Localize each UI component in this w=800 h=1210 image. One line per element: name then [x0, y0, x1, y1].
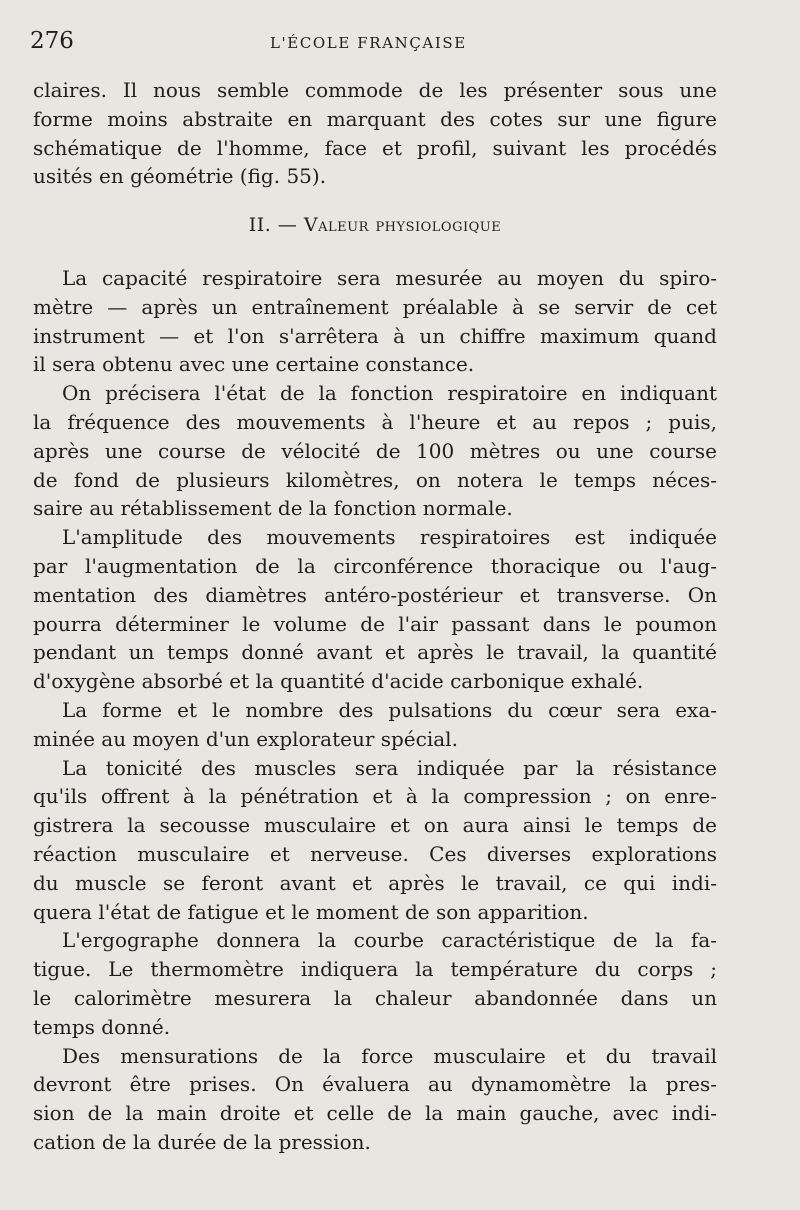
- paragraph: [33, 1042, 717, 1157]
- text-line: tigue. Le thermomètre indiquera la température du corps ;: [33, 957, 717, 982]
- paragraph-list: [33, 264, 717, 1157]
- text-line: pourra déterminer le volume de l'air passant dans le poumon: [33, 611, 717, 636]
- text-line: saire au rétablissement de la fonction normale.: [33, 496, 513, 521]
- section-heading: [33, 211, 717, 240]
- text-line: pendant un temps donné avant et après le travail, la quantité: [33, 640, 717, 665]
- page-header: [30, 28, 775, 62]
- text-line: la fréquence des mouvements à l'heure et au repos ; puis,: [33, 409, 717, 434]
- text-line: temps donné.: [33, 1014, 171, 1039]
- text-line: mentation des diamètres antéro-postérieur et transverse. On: [33, 582, 717, 607]
- text-line: instrument — et l'on s'arrêtera à un chiffre maximum quand: [33, 323, 717, 348]
- paragraph: [33, 264, 717, 379]
- running-title: L'ÉCOLE FRANÇAISE: [270, 34, 467, 52]
- page-body: [33, 76, 717, 1157]
- text-line: qu'ils offrent à la pénétration et à la compression ; on enre-: [33, 784, 717, 809]
- text-line: de fond de plusieurs kilomètres, on notera le temps néces-: [33, 467, 717, 492]
- text-line: La tonicité des muscles sera indiquée par la résistance: [62, 755, 717, 780]
- text-line: La forme et le nombre des pulsations du cœur sera exa-: [62, 697, 717, 722]
- text-line: forme moins abstraite en marquant des cotes sur une figure: [33, 106, 717, 131]
- paragraph: [33, 754, 717, 927]
- text-line: gistrera la secousse musculaire et on aura ainsi le temps de: [33, 813, 717, 838]
- text-line: sion de la main droite et celle de la main gauche, avec indi-: [33, 1101, 717, 1126]
- paragraph: [33, 926, 717, 1041]
- text-line: claires. Il nous semble commode de les présenter sous une: [33, 78, 717, 102]
- text-line: usités en géométrie (fig. 55).: [33, 164, 327, 189]
- text-line: On précisera l'état de la fonction respiratoire en indiquant: [62, 381, 717, 406]
- text-line: après une course de vélocité de 100 mètres ou une course: [33, 438, 717, 463]
- text-line: minée au moyen d'un explorateur spécial.: [33, 726, 458, 751]
- text-line: Des mensurations de la force musculaire et du travail: [62, 1043, 717, 1068]
- text-line: réaction musculaire et nerveuse. Ces diverses explorations: [33, 841, 717, 866]
- text-line: devront être prises. On évaluera au dynamomètre la pres-: [33, 1072, 717, 1097]
- section-title: Valeur physiologique: [303, 214, 502, 237]
- text-line: quera l'état de fatigue et le moment de son apparition.: [33, 899, 589, 924]
- text-line: schématique de l'homme, face et profil, suivant les procédés: [33, 135, 717, 160]
- text-line: mètre — après un entraînement préalable à se servir de cet: [33, 294, 717, 319]
- paragraph: [33, 523, 717, 696]
- text-line: par l'augmentation de la circonférence thoracique ou l'aug-: [33, 553, 717, 578]
- text-line: le calorimètre mesurera la chaleur abandonnée dans un: [33, 985, 717, 1010]
- paragraph: [33, 696, 717, 754]
- section-number: II. —: [248, 214, 298, 237]
- page-number: 276: [30, 28, 74, 54]
- text-line: il sera obtenu avec une certaine constance.: [33, 352, 475, 377]
- text-line: L'ergographe donnera la courbe caractéristique de la fa-: [62, 928, 717, 953]
- text-line: du muscle se feront avant et après le travail, ce qui indi-: [33, 870, 717, 895]
- paragraph: [33, 379, 717, 523]
- text-line: cation de la durée de la pression.: [33, 1129, 371, 1154]
- text-line: La capacité respiratoire sera mesurée au moyen du spiro-: [62, 265, 717, 290]
- text-line: L'amplitude des mouvements respiratoires est indiquée: [62, 525, 717, 550]
- intro-paragraph: [33, 76, 717, 191]
- text-line: d'oxygène absorbé et la quantité d'acide carbonique exhalé.: [33, 669, 644, 694]
